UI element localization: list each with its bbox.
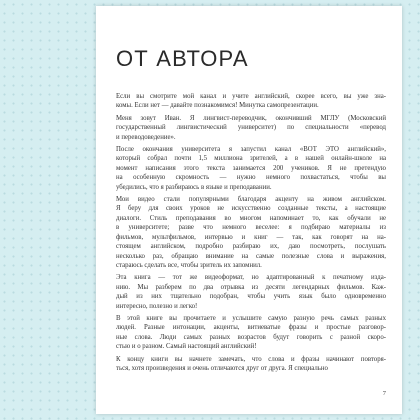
- text-line: В этой книге вы прочитаете и услышите самую разную речь самых разных: [116, 314, 386, 322]
- text-line: который собрал почти 1,5 миллиона зрителей, а в нашей онлайн-школе на: [116, 155, 386, 163]
- text-line: фильмов, мультфильмов, интервью и книг — так, как говорят на на-: [116, 233, 386, 241]
- text-line: ные слова. Люди самых разных возрастов будут говорить с разной скоро-: [116, 333, 386, 341]
- paragraph: [116, 195, 386, 270]
- paragraph: [116, 114, 386, 142]
- text-line: К концу книги вы начнете замечать, что слова и фразы начинают повторя-: [116, 355, 386, 363]
- paragraph: [116, 355, 386, 374]
- text-line: стоящем английском, подробно разбираю их, даю посмотреть, послушать: [116, 243, 386, 251]
- text-line: Меня зовут Иван. Я лингвист-переводчик, окончивший МГЛУ (Московский: [116, 114, 386, 122]
- text-line: Эта книга — тот же видеоформат, но адаптированный к печатному изда-: [116, 274, 386, 282]
- text-line: момент написания этого текста занимается 200 учеников. Я не претендую: [116, 164, 386, 172]
- page-title: ОТ АВТОРА: [116, 46, 249, 71]
- text-line: комы. Если нет — давайте познакомимся! Минутка самопрезентации.: [116, 102, 319, 110]
- text-line: стью и о разном. Самый настоящий английский!: [116, 343, 257, 351]
- text-line: Мои видео стали популярными благодаря акценту на живом английском.: [116, 196, 386, 204]
- text-line: диалоги. Стиль преподавания во многом напоминает то, как обучали не: [116, 214, 386, 222]
- paragraph: [116, 273, 386, 311]
- text-line: интересно, полезно и легко!: [116, 302, 198, 310]
- text-line: людей. Разные интонации, акценты, витиеватые фразы и простые разговор-: [116, 324, 386, 332]
- text-line: ться, хотя произведения и очень отличаются друг от друга. Я специально: [116, 364, 328, 372]
- text-line: дый из них тщательно подобран, чтобы учить язык было одновременно: [116, 293, 386, 301]
- text-line: убедились, что я разбираюсь в языке и преподавании.: [116, 183, 272, 191]
- text-line: несколько раз, обращаю внимание на самые полезные слова и выражения,: [116, 252, 386, 260]
- text-line: нию. Мы разберем по два отрывка из десяти легендарных фильмов. Каж-: [116, 283, 386, 291]
- paragraph: [116, 145, 386, 192]
- body-text: [116, 92, 386, 376]
- paragraph: [116, 92, 386, 111]
- text-line: в университете; разве что немного веселее: я подбираю материалы из: [116, 224, 386, 232]
- book-page: [96, 6, 402, 414]
- text-line: Если вы смотрите мой канал и учите английский, скорее всего, вы уже зна-: [116, 93, 386, 100]
- text-line: После окончания университета я запустил канал «ВОТ ЭТО английский»,: [116, 146, 386, 154]
- text-line: и переводоведение».: [116, 133, 176, 141]
- text-line: на особенную скромность — нужно немного похвастаться, чтобы вы: [116, 174, 386, 182]
- text-line: государственный лингвистический университет) по специальности «перевод: [116, 124, 386, 132]
- paragraph: [116, 314, 386, 352]
- page-number: 7: [382, 390, 386, 397]
- text-line: стараюсь сделать все, чтобы зритель их запомнил.: [116, 261, 262, 269]
- text-line: Я беру для своих уроков не искусственно созданные тексты, а настоящие: [116, 205, 386, 213]
